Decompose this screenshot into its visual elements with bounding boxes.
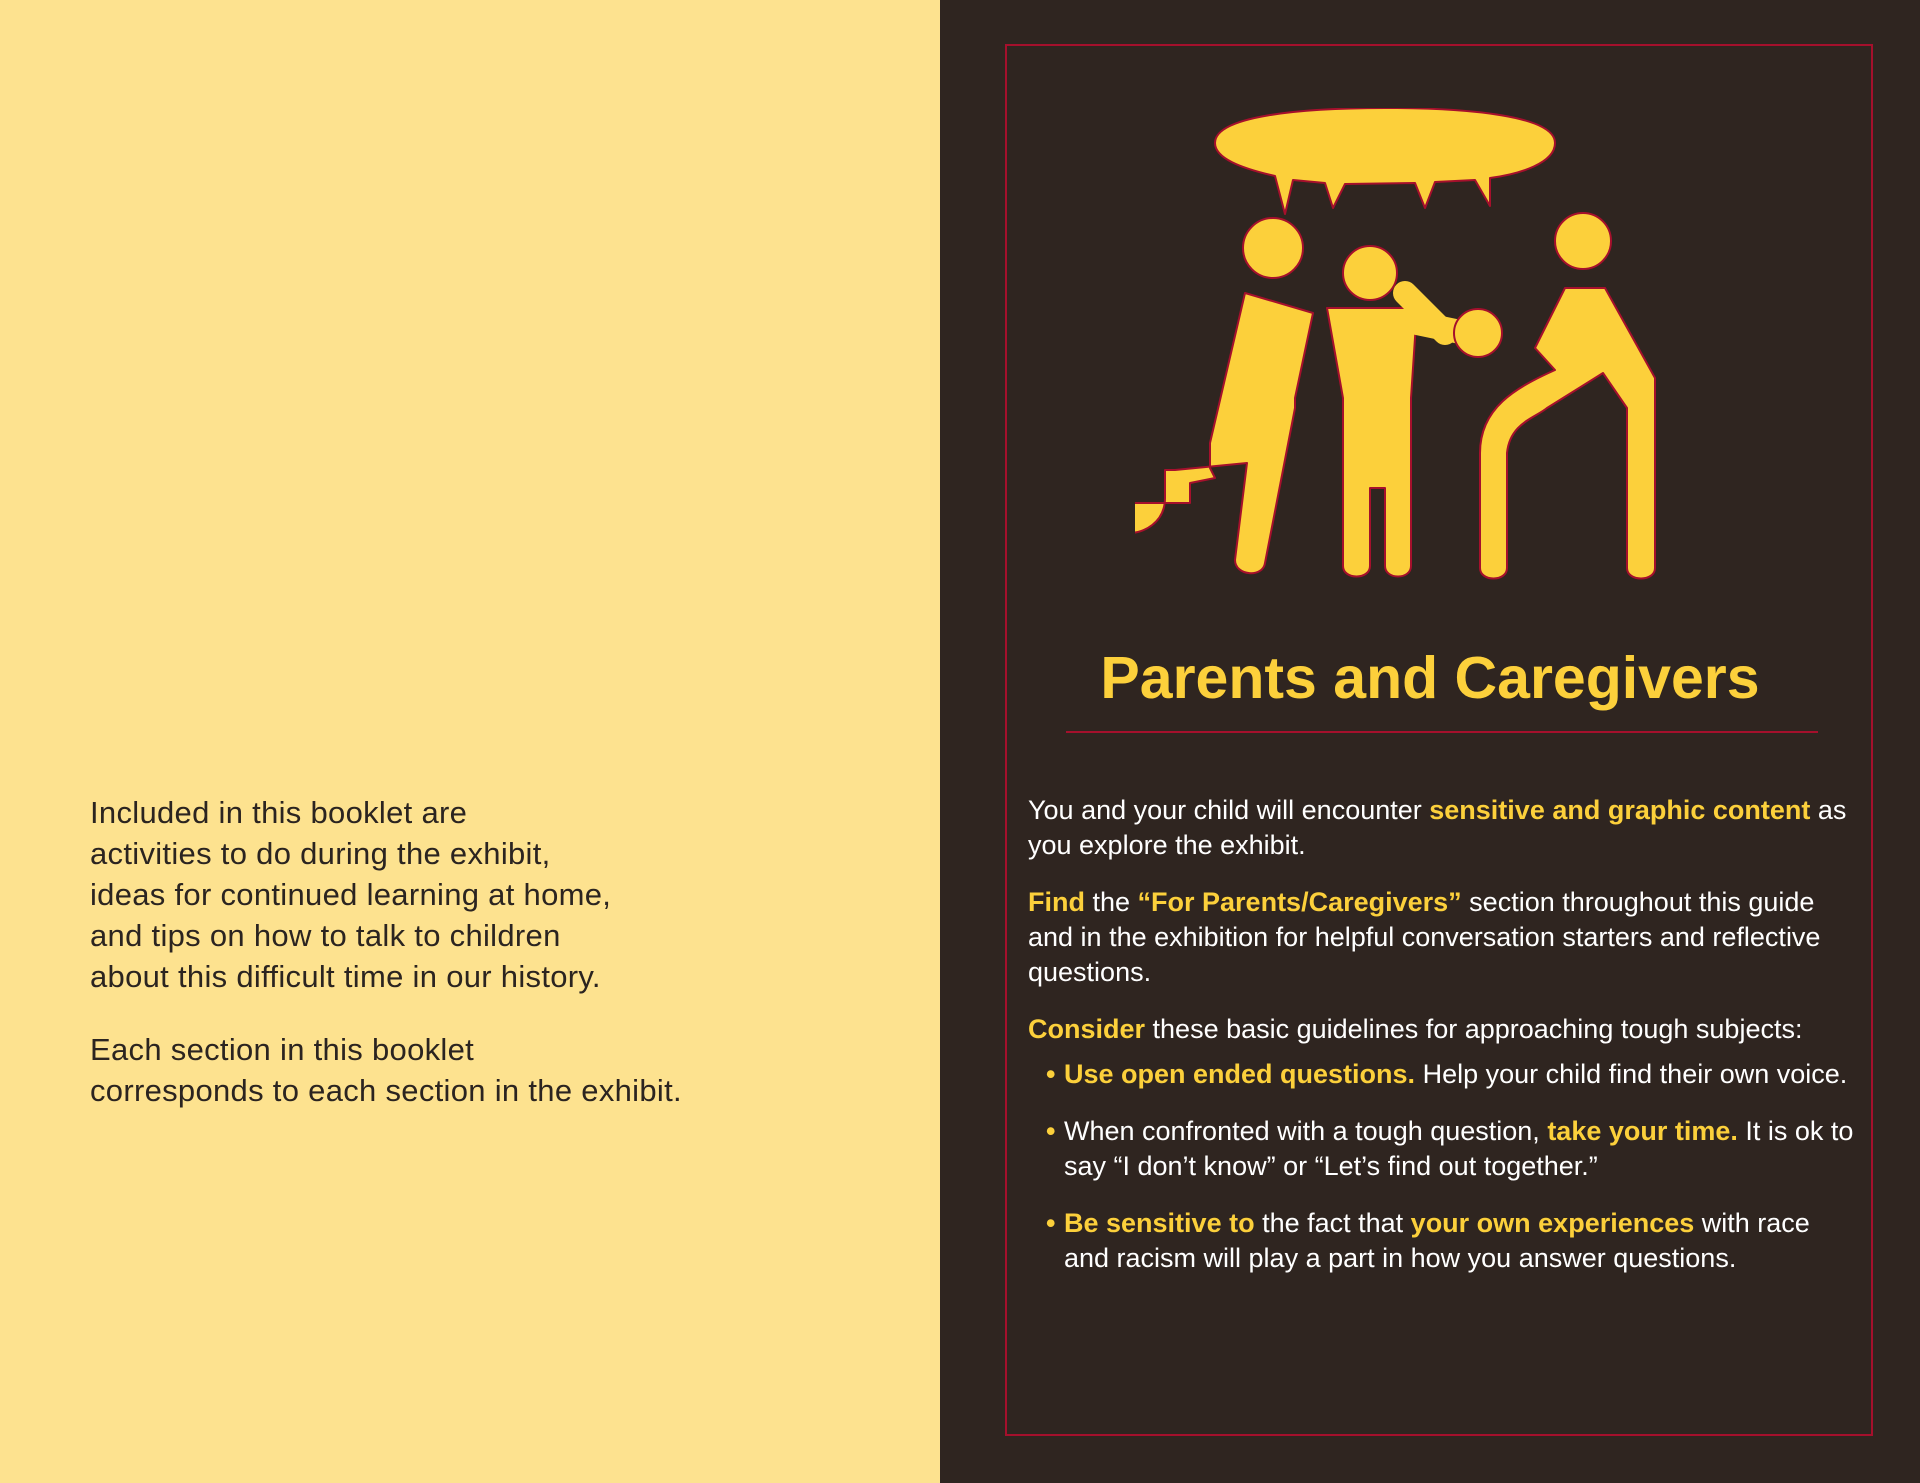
child-body	[1327, 308, 1417, 577]
tip-text: Help your child find their own voice.	[1415, 1059, 1848, 1089]
page-title: Parents and Caregivers	[1100, 645, 1760, 711]
child-head	[1343, 246, 1397, 300]
intro-text: You and your child will encounter	[1028, 795, 1430, 825]
tip-item	[1028, 1206, 1858, 1276]
speech-bubble-shape	[1215, 108, 1555, 214]
intro-line: and tips on how to talk to children	[90, 918, 561, 953]
bending-adult-body	[1480, 288, 1655, 579]
intro-line: Included in this booklet are	[90, 795, 468, 830]
tip-text: When confronted with a tough question,	[1064, 1116, 1548, 1146]
tip-highlight: Be sensitive to	[1064, 1208, 1255, 1238]
consider-highlight: Consider	[1028, 1014, 1146, 1044]
bending-adult-head	[1555, 213, 1611, 269]
intro-line: about this difficult time in our history.	[90, 959, 601, 994]
sections-line: corresponds to each section in the exhibit.	[90, 1073, 682, 1108]
intro-paragraph	[1028, 793, 1858, 863]
section-name-highlight: “For Parents/Caregivers”	[1137, 887, 1462, 917]
consider-text: these basic guidelines for approaching tough subjects:	[1145, 1014, 1803, 1044]
family-conversation-icon	[1135, 108, 1725, 588]
sections-line: Each section in this booklet	[90, 1032, 475, 1067]
right-page	[940, 0, 1920, 1483]
tip-highlight: take your time.	[1547, 1116, 1738, 1146]
title-divider	[1066, 731, 1818, 733]
tip-item	[1028, 1114, 1858, 1184]
find-text-end: section throughout this guide and in the exhibition for helpful conversation starters and reflective questions.	[1028, 887, 1821, 987]
tip-text: the fact that	[1254, 1208, 1411, 1238]
intro-line: activities to do during the exhibit,	[90, 836, 551, 871]
bullet-icon: •	[1046, 1116, 1056, 1146]
find-text: the	[1084, 887, 1138, 917]
tip-highlight: your own experiences	[1410, 1208, 1695, 1238]
booklet-intro-paragraph	[90, 792, 890, 997]
find-highlight: Find	[1028, 887, 1085, 917]
kneeling-adult-body	[1135, 293, 1313, 573]
tip-highlight: Use open ended questions.	[1064, 1059, 1416, 1089]
tip-item	[1028, 1057, 1858, 1092]
tip-text-end: It is ok to say “I don’t know” or “Let’s find out together.”	[1064, 1116, 1854, 1181]
intro-highlight: sensitive and graphic content	[1429, 795, 1811, 825]
small-child-head	[1454, 309, 1502, 357]
intro-line: ideas for continued learning at home,	[90, 877, 612, 912]
guidance-text	[1028, 793, 1858, 1298]
left-page	[0, 0, 940, 1483]
kneeling-adult-head	[1243, 218, 1303, 278]
bullet-icon: •	[1046, 1208, 1056, 1238]
tip-text-end: with race and racism will play a part in how you answer questions.	[1064, 1208, 1810, 1273]
consider-paragraph	[1028, 1012, 1858, 1047]
booklet-intro	[90, 792, 890, 1143]
find-paragraph	[1028, 885, 1858, 990]
booklet-sections-paragraph	[90, 1029, 890, 1111]
intro-text-end: as you explore the exhibit.	[1028, 795, 1847, 860]
bullet-icon: •	[1046, 1059, 1056, 1089]
